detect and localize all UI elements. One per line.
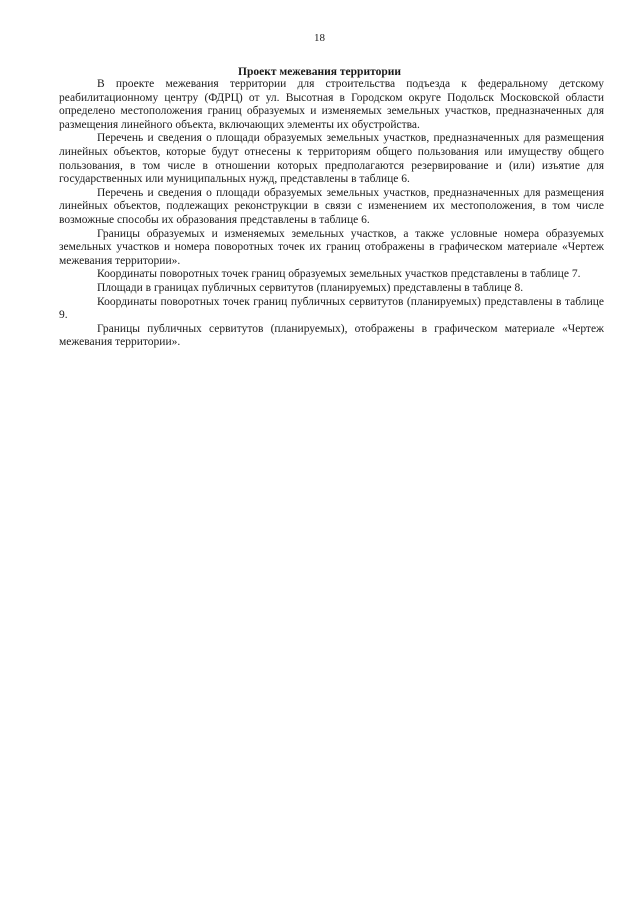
paragraph-servitude-areas: Площади в границах публичных сервитутов (планируемых) представлены в таблице 8. xyxy=(97,281,524,294)
paragraph-plot-boundaries: Границы образуемых и изменяемых земельных участков, а также условные номера образуемых земельных участков и номера поворотных точек их границ отображены в графическом материале «Чертеж межевания территории». xyxy=(59,227,604,267)
paragraph-public-land-plots: Перечень и сведения о площади образуемых земельных участков, предназначенных для размещения линейных объектов, которые будут отнесены к территориям общего пользования или имуществу общего пользования, в том числе в отношении которых предполагаются резервирование и (или) изъятие для государственных или муниципальных нужд, представлены в таблице 6. xyxy=(59,132,604,186)
paragraph-servitude-coordinates: Координаты поворотных точек границ публичных сервитутов (планируемых) представлены в таблице 9. xyxy=(59,295,604,322)
page-title: Проект межевания территории xyxy=(238,66,401,78)
page-number: 18 xyxy=(314,32,325,44)
paragraph-reconstruction-plots: Перечень и сведения о площади образуемых земельных участков, предназначенных для размещения линейных объектов, подлежащих реконструкции в связи с изменением их местоположения, в том числе возможные способы их образования представлены в таблице 6. xyxy=(59,186,604,226)
paragraph-servitude-boundaries: Границы публичных сервитутов (планируемых), отображены в графическом материале «Чертеж межевания территории». xyxy=(59,322,604,349)
paragraph-plot-coordinates: Координаты поворотных точек границ образуемых земельных участков представлены в таблице 7. xyxy=(97,268,581,281)
paragraph-intro: В проекте межевания территории для строительства подъезда к федеральному детскому реабилитационному центру (ФДРЦ) от ул. Высотная в Городском округе Подольск Московской области определено местоположения границ образуемых и изменяемых земельных участков, предназначенных для размещения линейного объекта, включающих элементы их обустройства. xyxy=(59,78,604,131)
document-body xyxy=(59,78,604,350)
